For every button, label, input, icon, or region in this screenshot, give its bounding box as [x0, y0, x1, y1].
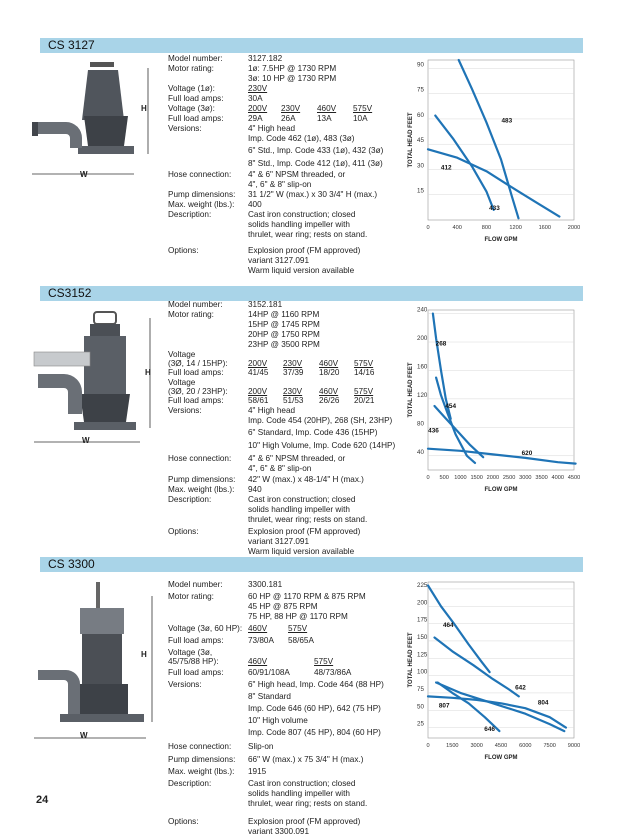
spec-table-cs3300: Model number: 3300.181 Motor rating: 60 HP @ 1170 RPM & 875 RPM 45 HP @ 875 RPM 75 HP, 88 HP @ 1170 RPM Voltage (3ø, 60 HP): 460V 575V Full load amps: 73/80A 58/65A Voltage (3ø, 45/75/88 HP): 460V 575V Full load amps: 60/91/108A 48/73/86A Versions: 6" High head, Imp. Code 464 (88 HP) 8" Standard Imp. Code 646 (60 HP), 642 (75 HP) 10" High volume Imp. Code 807 (45 HP), 804 (60 HP) Hose connection: Slip-on Pump dimensions: 66" W (max.) x 75 3/4" H (max.) Max. weight (lbs.): 1915 Description: Cast iron construction; closed solids handling impeller with thrulet, wear ring; rests on stand. Options: Explosion proof (FM approved) variant 3300.091 [168, 580, 384, 836]
x-tick-label: 400 [452, 225, 462, 231]
curve-label-483: 483 [501, 117, 513, 125]
plot-frame [428, 60, 574, 220]
x-axis-label: FLOW GPM [484, 487, 518, 493]
page-number: 24 [36, 794, 49, 806]
lifting-handle [90, 62, 114, 67]
y-tick-label: 25 [417, 720, 424, 728]
y-tick-label: 80 [417, 420, 424, 428]
pump-body [76, 684, 128, 714]
y-tick-label: 100 [417, 668, 428, 676]
y-tick-label: 240 [417, 306, 428, 314]
y-tick-label: 200 [417, 599, 428, 607]
x-tick-label: 0 [426, 475, 430, 481]
discharge-elbow [38, 670, 80, 714]
discharge-elbow [36, 122, 82, 148]
y-tick-label: 40 [417, 448, 424, 456]
x-tick-label: 3500 [535, 475, 548, 481]
x-tick-label: 0 [426, 225, 430, 231]
x-tick-label: 1000 [454, 475, 467, 481]
pump-illustration [30, 308, 162, 448]
x-tick-label: 0 [426, 743, 430, 749]
x-tick-label: 4500 [494, 743, 508, 749]
height-dim-label: H [141, 650, 147, 659]
curve-433 [435, 116, 493, 210]
x-tick-label: 1600 [538, 225, 552, 231]
y-tick-label: 45 [417, 137, 424, 145]
model-number: 3127.182 [248, 54, 283, 63]
x-tick-label: 7500 [543, 743, 556, 749]
y-tick-label: 15 [417, 187, 424, 195]
discharge-elbow [38, 374, 82, 414]
y-tick-label: 175 [417, 616, 428, 624]
width-dim-label: W [80, 731, 88, 740]
x-axis-label: FLOW GPM [484, 237, 518, 243]
spec-table-cs3127: Model number: 3127.182 Motor rating: 1ø: 7.5HP @ 1730 RPM 3ø: 10 HP @ 1730 RPM Voltage (1ø): 230V Full load amps: 30A Voltage (3ø): 200V 230V 460V 575V Full load amps: 29A 26A 13A 10A Versions: 4" High head Imp. Code 462 (1ø), 483 (3ø) 6" Std., Imp. Code 433 (1ø), 432 (3ø) 8" Std., Imp. Code 412 (1ø), 411 (3ø) Hose connection: 4" & 6" NPSM threaded, or 4", 6" & 8" slip-on Pump dimensions: 31 1/2" W (max.) x 30 3/4" H (max.) Max. weight (lbs.): 400 Description: Cast iron construction; closed solids handling impeller with thrulet, wear ring; rests on stand. Options: Explosion proof (FM approved) variant 3127.091 Warm liquid version available [168, 54, 384, 275]
curve-label-620: 620 [521, 450, 533, 458]
plot-frame [428, 582, 574, 738]
pump-motor [84, 336, 126, 396]
section-header-cs3152 [40, 286, 583, 301]
y-tick-label: 75 [417, 86, 424, 94]
cable-box [34, 352, 90, 366]
pump-dimensions: 31 1/2" W (max.) x 30 3/4" H (max.) [248, 190, 378, 199]
curve-label-436: 436 [428, 427, 439, 435]
curve-807 [436, 683, 564, 732]
y-tick-label: 160 [417, 363, 428, 371]
x-tick-label: 3000 [519, 475, 532, 481]
pump-dimensions: 42" W (max.) x 48-1/4" H (max.) [248, 475, 364, 484]
curve-label-464: 464 [442, 622, 454, 630]
y-tick-label: 60 [417, 111, 424, 119]
x-tick-label: 800 [481, 225, 492, 231]
pump-motor [82, 70, 124, 120]
x-tick-label: 4500 [567, 475, 581, 481]
pump-body [80, 394, 130, 422]
y-axis-label: TOTAL HEAD FEET [408, 362, 414, 418]
pump-motor [82, 634, 122, 684]
curve-label-268: 268 [435, 340, 447, 348]
pump-illustration [30, 58, 162, 184]
y-tick-label: 125 [417, 651, 428, 659]
section-title: CS 3127 [48, 38, 95, 52]
y-tick-label: 90 [417, 61, 424, 69]
performance-chart-cs3152 [400, 306, 584, 502]
y-tick-label: 120 [417, 391, 428, 399]
curve-label-454: 454 [445, 403, 457, 411]
height-dim-label: H [145, 368, 151, 377]
performance-chart-cs3127 [400, 56, 584, 246]
pump-stand [74, 422, 136, 430]
curve-label-433: 433 [489, 204, 500, 212]
performance-chart-cs3300 [400, 578, 584, 768]
x-tick-label: 1500 [446, 743, 459, 749]
x-tick-label: 2000 [486, 475, 500, 481]
section-header-cs3300 [40, 557, 583, 572]
y-tick-label: 200 [417, 335, 428, 342]
curve-label-804: 804 [537, 699, 549, 707]
lifting-handle [96, 582, 100, 612]
y-axis-label: TOTAL HEAD FEET [408, 632, 414, 688]
lifting-handle [94, 312, 116, 324]
x-tick-label: 9000 [567, 743, 581, 749]
y-tick-label: 75 [417, 685, 424, 693]
curve-label-646: 646 [484, 726, 495, 734]
y-tick-label: 150 [417, 633, 428, 641]
y-tick-label: 30 [417, 162, 424, 170]
x-tick-label: 3000 [470, 743, 483, 749]
curve-label-412: 412 [440, 164, 452, 172]
section-title: CS 3300 [48, 557, 95, 571]
pump-stand [60, 714, 144, 722]
curve-label-807: 807 [438, 702, 450, 710]
pump-body [84, 116, 128, 146]
height-dim-label: H [141, 104, 147, 113]
width-dim-label: W [80, 170, 88, 179]
plot-frame [428, 310, 574, 470]
y-tick-label: 50 [417, 703, 424, 711]
pump-illustration [30, 578, 162, 744]
spec-table-cs3152: Model number: 3152.181 Motor rating: 14HP @ 1160 RPM 15HP @ 1745 RPM 20HP @ 1750 RPM 23HP @ 3500 RPM Voltage (3Ø, 14 / 15HP): 200V 230V 460V 575V Full load amps: 41/45 37/39 18/20 14/16 Voltage (3Ø, 20 / 23HP): 200V 230V 460V 575V Full load amps: 58/61 51/53 26/26 20/21 Versions: 4" High head Imp. Code 454 (20HP), 268 (SH, 23HP) 6" Standard, Imp. Code 436 (15HP) 10" High Volume, Imp. Code 620 (14HP) Hose connection: 4" & 6" NPSM threaded, or 4", 6" & 8" slip-on Pump dimensions: 42" W (max.) x 48-1/4" H (max.) Max. weight (lbs.): 940 Description: Cast iron construction; closed solids handling impeller with thrulet, wear ring; rests on stand. Options: Explosion proof (FM approved) variant 3127.091 Warm liquid version available [168, 300, 396, 556]
pump-dimensions: 66" W (max.) x 75 3/4" H (max.) [248, 755, 364, 764]
x-tick-label: 500 [439, 475, 449, 481]
model-number: 3300.181 [248, 580, 283, 589]
x-tick-label: 4000 [551, 475, 565, 481]
width-dim-label: W [82, 436, 90, 445]
x-tick-label: 2500 [502, 475, 516, 481]
y-tick-label: 225 [417, 581, 428, 589]
section-header-cs3127 [40, 38, 583, 53]
x-axis-label: FLOW GPM [484, 755, 518, 761]
y-axis-label: TOTAL HEAD FEET [408, 112, 414, 168]
x-tick-label: 1500 [470, 475, 483, 481]
x-tick-label: 6000 [519, 743, 532, 749]
x-tick-label: 1200 [509, 225, 522, 231]
curve-464 [428, 586, 490, 673]
curve-label-642: 642 [515, 684, 526, 692]
section-title: CS3152 [48, 286, 92, 300]
pump-stand [78, 146, 134, 154]
curve-620 [428, 449, 576, 464]
model-number: 3152.181 [248, 300, 283, 309]
x-tick-label: 2000 [567, 225, 581, 231]
